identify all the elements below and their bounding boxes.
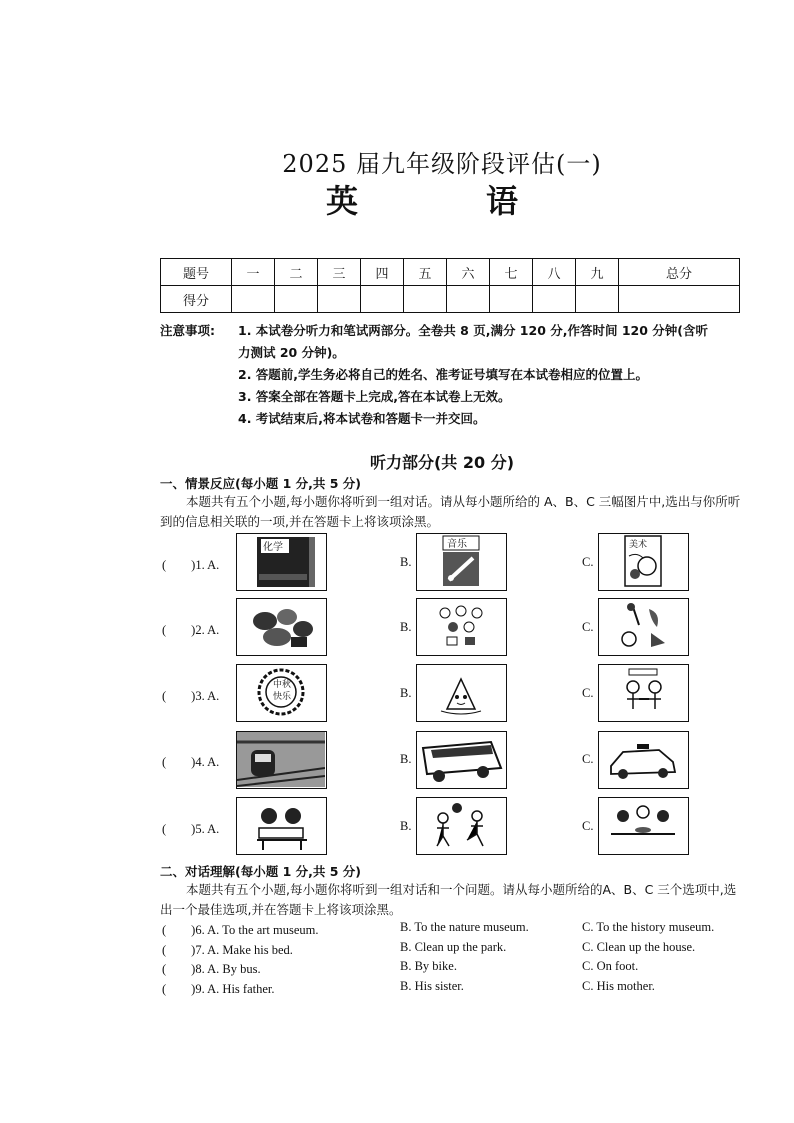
exam-notes	[160, 320, 760, 430]
question-3-option-b: B.	[400, 686, 412, 700]
question-5-label: ( )5. A.	[162, 822, 220, 836]
table-cell: 四	[361, 259, 404, 286]
note-item: 3. 答案全部在答题卡上完成,答在本试卷上无效。	[238, 389, 511, 404]
table-cell: 三	[318, 259, 361, 286]
question-7-option-a: ( )7. A. Make his bed.	[162, 943, 293, 957]
table-cell: 一	[232, 259, 275, 286]
question-1-label: ( )1. A.	[162, 558, 220, 572]
question-9-option-a: ( )9. A. His father.	[162, 982, 275, 996]
question-8-option-b: B. By bike.	[400, 959, 457, 973]
question-1-option-b: B.	[400, 555, 412, 569]
question-6-option-a: ( )6. A. To the art museum.	[162, 923, 319, 937]
table-cell: 八	[533, 259, 576, 286]
question-8-option-c: C. On foot.	[582, 959, 639, 973]
question-4-option-c: C.	[582, 752, 594, 766]
table-cell: 七	[490, 259, 533, 286]
question-9-option-c: C. His mother.	[582, 979, 655, 993]
notes-label: 注意事项:	[160, 323, 215, 338]
score-table-header-row	[161, 259, 740, 286]
note-item: 2. 答题前,学生务必将自己的姓名、准考证号填写在本试卷相应的位置上。	[238, 367, 649, 382]
q1-picture-b-music-book	[416, 533, 507, 591]
mid-autumn-text: 中秋快乐	[272, 680, 291, 702]
question-6-option-c: C. To the history museum.	[582, 920, 715, 934]
part1-heading: 一、情景反应(每小题 1 分,共 5 分)	[160, 476, 361, 491]
score-cell[interactable]	[447, 286, 490, 313]
q2-picture-a-food	[236, 598, 327, 656]
q3-picture-b-rice-dumpling	[416, 664, 507, 722]
exam-title: 2025 届九年级阶段评估(一)	[282, 150, 602, 178]
score-cell[interactable]	[576, 286, 619, 313]
question-4-option-b: B.	[400, 752, 412, 766]
question-5-option-b: B.	[400, 819, 412, 833]
q3-picture-a-mooncake	[236, 664, 327, 722]
q1-picture-c-art-book	[598, 533, 689, 591]
music-text: 音乐	[447, 539, 467, 550]
question-2-label: ( )2. A.	[162, 623, 220, 637]
table-cell: 九	[576, 259, 619, 286]
table-cell: 二	[275, 259, 318, 286]
question-3-option-c: C.	[582, 686, 594, 700]
question-3-label: ( )3. A.	[162, 689, 220, 703]
note-item: 力测试 20 分钟)。	[238, 345, 345, 360]
q4-picture-a-train	[236, 731, 327, 789]
score-table	[160, 258, 740, 313]
q1-picture-a-chemistry-book	[236, 533, 327, 591]
section-title: 听力部分(共 20 分)	[369, 453, 515, 472]
question-2-option-c: C.	[582, 620, 594, 634]
table-cell: 得分	[161, 286, 232, 313]
table-cell: 总分	[619, 259, 740, 286]
score-cell[interactable]	[404, 286, 447, 313]
part1-instructions: 本题共有五个小题,每小题你将听到一组对话。请从每小题所给的 A、B、C 三幅图片中,选出与你所听到的信息相关联的一项,并在答题卡上将该项涂黑。	[160, 494, 741, 529]
question-5-option-c: C.	[582, 819, 594, 833]
score-cell[interactable]	[490, 286, 533, 313]
score-table-score-row	[161, 286, 740, 313]
q5-picture-a-students-reading	[236, 797, 327, 855]
note-item: 4. 考试结束后,将本试卷和答题卡一并交回。	[238, 411, 486, 426]
q3-picture-c-people	[598, 664, 689, 722]
question-8-option-a: ( )8. A. By bus.	[162, 962, 261, 976]
part2-instructions: 本题共有五个小题,每小题你将听到一组对话和一个问题。请从每小题所给的A、B、C 三个选项中,选出一个最佳选项,并在答题卡上将该项涂黑。	[160, 882, 737, 917]
q4-picture-b-bus	[416, 731, 507, 789]
question-1-option-c: C.	[582, 555, 594, 569]
table-cell: 五	[404, 259, 447, 286]
q2-picture-c-food	[598, 598, 689, 656]
score-cell[interactable]	[275, 286, 318, 313]
score-cell[interactable]	[533, 286, 576, 313]
q5-picture-b-playing-football	[416, 797, 507, 855]
q4-picture-c-taxi	[598, 731, 689, 789]
question-4-label: ( )4. A.	[162, 755, 220, 769]
art-text: 美术	[629, 540, 648, 550]
score-cell[interactable]	[619, 286, 740, 313]
part2-heading: 二、对话理解(每小题 1 分,共 5 分)	[160, 864, 361, 879]
table-cell: 题号	[161, 259, 232, 286]
score-cell[interactable]	[232, 286, 275, 313]
question-6-option-b: B. To the nature museum.	[400, 920, 529, 934]
q5-picture-c-family-meal	[598, 797, 689, 855]
question-9-option-b: B. His sister.	[400, 979, 464, 993]
score-cell[interactable]	[361, 286, 404, 313]
score-cell[interactable]	[318, 286, 361, 313]
question-7-option-b: B. Clean up the park.	[400, 940, 507, 954]
chemistry-text: 化学	[263, 542, 283, 553]
note-item: 1. 本试卷分听力和笔试两部分。全卷共 8 页,满分 120 分,作答时间 120 分钟(含听	[238, 323, 709, 338]
question-2-option-b: B.	[400, 620, 412, 634]
q2-picture-b-food	[416, 598, 507, 656]
subject-title: 英 语	[325, 182, 566, 220]
question-7-option-c: C. Clean up the house.	[582, 940, 696, 954]
table-cell: 六	[447, 259, 490, 286]
